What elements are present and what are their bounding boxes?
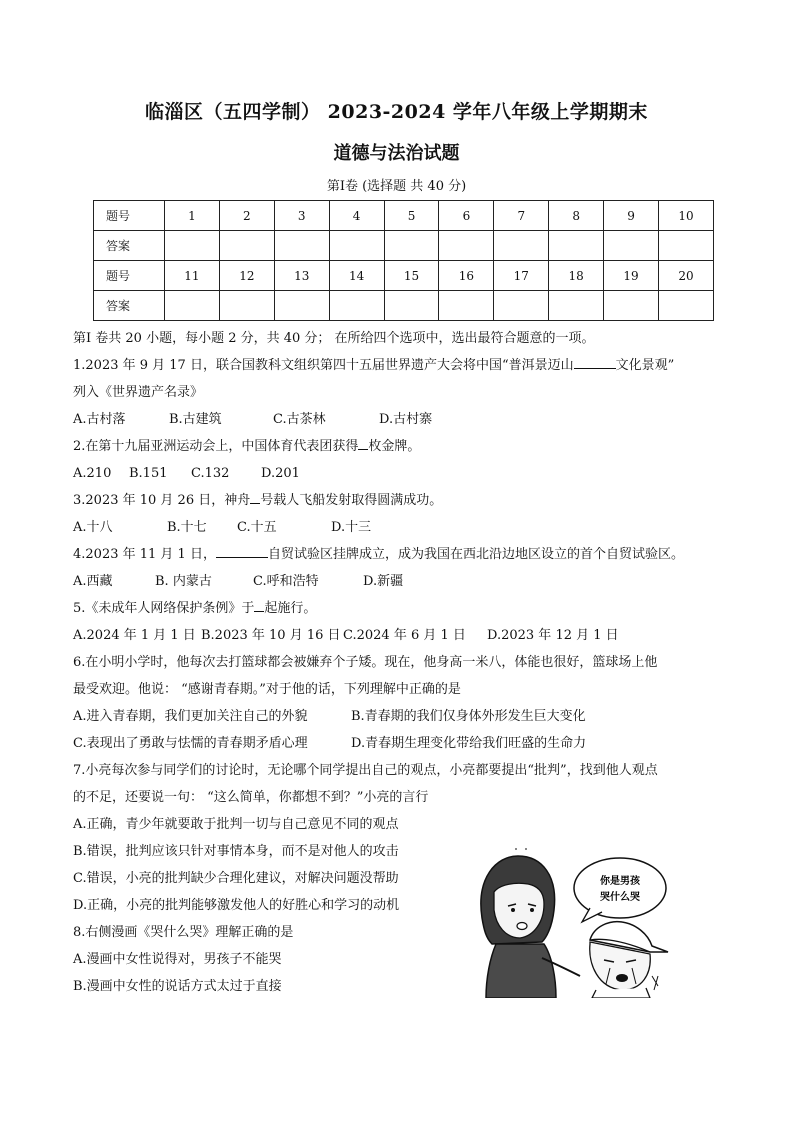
option-d[interactable]: D.201 [261,466,300,481]
table-row [94,261,714,291]
stem-text: 枚金牌。 [368,439,421,454]
option-c[interactable]: C.十五 [237,520,277,535]
question-6-stem: 6.在小明小学时，他每次去打篮球都会被嫌弃个子矮。现在，他身高一米八，体能也很好，篮球场上他 [73,655,658,670]
answer-table [93,200,714,321]
answer-cell[interactable] [604,291,659,321]
question-number: 6 [439,201,494,231]
question-number: 14 [329,261,384,291]
fill-blank [358,437,368,450]
option-b[interactable]: B.十七 [167,520,207,535]
stem-text: 5.《未成年人网络保护条例》于 [73,601,255,616]
question-6-stem-cont: 最受欢迎。他说： “感谢青春期。”对于他的话，下列理解中正确的是 [73,682,461,697]
question-number: 19 [604,261,659,291]
question-1-stem-cont: 列入《世界遗产名录》 [73,385,204,400]
option-d[interactable]: D.新疆 [363,574,404,589]
answer-cell[interactable] [549,231,604,261]
question-number: 8 [549,201,604,231]
option-c[interactable]: C.2024 年 6 月 1 日 [343,628,466,643]
fill-blank [216,545,268,558]
option-a[interactable]: A.西藏 [73,574,113,589]
stem-text: 号载人飞船发射取得圆满成功。 [260,493,443,508]
woman-body [486,944,556,998]
option-c[interactable]: C.132 [191,466,230,481]
answer-cell[interactable] [165,291,220,321]
option-c[interactable]: C.呼和浩特 [253,574,319,589]
question-number: 7 [494,201,549,231]
question-number: 1 [165,201,220,231]
question-3-stem [73,487,721,514]
question-1-options [73,406,721,433]
question-7-stem: 7.小亮每次参与同学们的讨论时，无论哪个同学提出自己的观点，小亮都要提出“批判”，找到他人观点 [73,763,658,778]
stem-text: 自贸试验区挂牌成立，成为我国在西北沿边地区设立的首个自贸试验区。 [267,547,684,562]
table-row [94,201,714,231]
question-4-options [73,568,721,595]
question-5-stem [73,595,721,622]
option-b[interactable]: B.错误，批判应该只针对事情本身，而不是对他人的攻击 [73,844,399,859]
question-number: 5 [384,201,439,231]
question-number: 11 [165,261,220,291]
option-b[interactable]: B.漫画中女性的说话方式太过于直接 [73,979,282,994]
option-d[interactable]: D.古村寨 [379,412,433,427]
answer-cell[interactable] [219,231,274,261]
question-6-options-row2 [73,730,721,757]
answer-cell[interactable] [219,291,274,321]
question-number: 20 [659,261,714,291]
question-number: 3 [274,201,329,231]
option-a[interactable]: A.210 [73,466,112,481]
answer-cell[interactable] [165,231,220,261]
question-5-options [73,622,721,649]
table-row [94,291,714,321]
option-b[interactable]: B.青春期的我们仅身体外形发生巨大变化 [351,709,586,724]
table-row [94,231,714,261]
option-c[interactable]: C.表现出了勇敢与怯懦的青春期矛盾心理 [73,736,308,751]
question-number-label: 题号 [94,261,165,291]
stem-text: 4.2023 年 11 月 1 日， [73,547,216,562]
answer-cell[interactable] [274,231,329,261]
instructions: 第Ⅰ 卷共 20 小题，每小题 2 分，共 40 分； 在所给四个选项中，选出最符合题意的一项。 [73,331,595,346]
option-d[interactable]: D.青春期生理变化带给我们旺盛的生命力 [351,736,587,751]
option-b[interactable]: B. 内蒙古 [155,574,212,589]
option-c[interactable]: C.错误，小亮的批判缺少合理化建议，对解决问题没帮助 [73,871,399,886]
bubble-line-2: 哭什么哭 [600,892,640,903]
option-d[interactable]: D.2023 年 12 月 1 日 [487,628,619,643]
question-4-stem [73,541,721,568]
answer-cell[interactable] [659,231,714,261]
stem-text: 文化景观” [615,358,675,373]
question-number: 10 [659,201,714,231]
answer-cell[interactable] [384,231,439,261]
option-a[interactable]: A.2024 年 1 月 1 日 [73,628,196,643]
question-number: 12 [219,261,274,291]
option-b[interactable]: B.151 [129,466,168,481]
stem-text: 起施行。 [264,601,317,616]
answer-cell[interactable] [384,291,439,321]
question-6-options-row1 [73,703,721,730]
answer-cell[interactable] [274,291,329,321]
question-7-stem-cont: 的不足，还要说一句： “这么简单，你都想不到？”小亮的言行 [73,790,429,805]
answer-cell[interactable] [439,231,494,261]
question-number-label: 题号 [94,201,165,231]
option-b[interactable]: B.古建筑 [169,412,222,427]
answer-cell[interactable] [329,291,384,321]
answer-cell[interactable] [549,291,604,321]
question-8-stem: 8.右侧漫画《哭什么哭》理解正确的是 [73,925,294,940]
question-number: 16 [439,261,494,291]
answer-cell[interactable] [329,231,384,261]
question-1-stem [73,352,721,379]
fill-blank [574,356,616,369]
speech-bubble [574,858,666,918]
option-a[interactable]: A.漫画中女性说得对，男孩子不能哭 [73,952,282,967]
stem-text: 2.在第十九届亚洲运动会上，中国体育代表团获得 [73,439,359,454]
question-number: 9 [604,201,659,231]
option-a[interactable]: A.十八 [73,520,113,535]
section-heading: 第Ⅰ卷 (选择题 共 40 分) [326,179,467,194]
answer-cell[interactable] [494,231,549,261]
fill-blank [250,491,260,504]
answer-cell[interactable] [659,291,714,321]
answer-cell[interactable] [494,291,549,321]
question-number: 15 [384,261,439,291]
question-number: 13 [274,261,329,291]
bubble-line-1: 你是男孩 [600,876,640,887]
option-d[interactable]: D.正确，小亮的批判能够激发他人的好胜心和学习的动机 [73,898,400,913]
answer-label: 答案 [94,291,165,321]
answer-cell[interactable] [439,291,494,321]
option-a[interactable]: A.古村落 [73,412,126,427]
question-number: 4 [329,201,384,231]
question-number: 18 [549,261,604,291]
exam-title: 临淄区（五四学制） 2023-2024 学年八年级上学期期末 [145,101,648,123]
stem-text: 3.2023 年 10 月 26 日，神舟 [73,493,251,508]
option-a[interactable]: A.进入青春期，我们更加关注自己的外貌 [73,709,308,724]
answer-label: 答案 [94,231,165,261]
question-number: 17 [494,261,549,291]
question-number: 2 [219,201,274,231]
cartoon-illustration [472,848,670,998]
option-b[interactable]: B.2023 年 10 月 16 日 [201,628,341,643]
question-2-stem [73,433,721,460]
stem-text: 1.2023 年 9 月 17 日，联合国教科文组织第四十五届世界遗产大会将中国“普洱景迈山 [73,358,574,373]
option-a[interactable]: A.正确，青少年就要敢于批判一切与自己意见不同的观点 [73,817,399,832]
question-3-options [73,514,721,541]
answer-cell[interactable] [604,231,659,261]
exam-subtitle: 道德与法治试题 [333,143,460,164]
question-2-options [73,460,721,487]
fill-blank [254,599,264,612]
option-c[interactable]: C.古茶林 [273,412,326,427]
option-d[interactable]: D.十三 [331,520,372,535]
